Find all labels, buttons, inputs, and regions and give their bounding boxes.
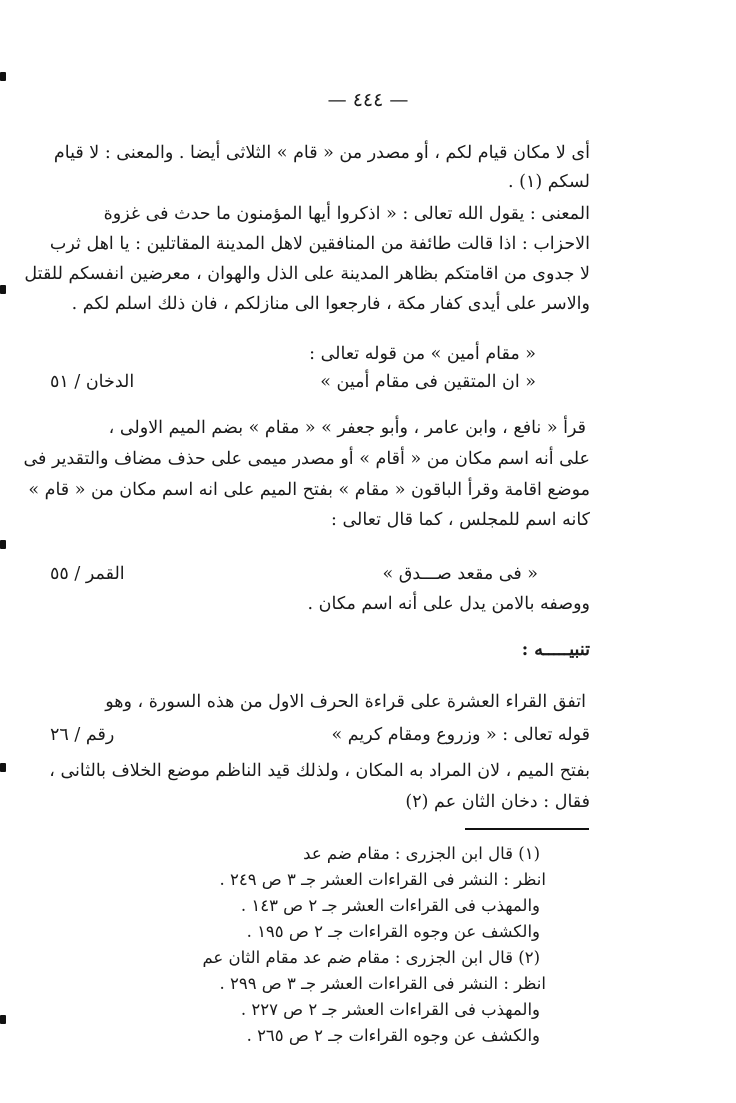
- footnote-line: انظر : النشر فى القراءات العشر جـ ٣ ص ٢٩٩ .: [219, 974, 546, 993]
- binding-mark: [0, 72, 6, 81]
- paragraph-line: لا جدوى من اقامتكم بظاهر المدينة على الذل والهوان ، معرضين انفسكم للقتل: [24, 264, 590, 284]
- section-heading: تنبيـــــه :: [521, 640, 590, 660]
- paragraph-line: والاسر على أيدى كفار مكة ، فارجعوا الى منازلكم ، فان ذلك اسلم لكم .: [71, 294, 590, 314]
- paragraph-line: أى لا مكان قيام لكم ، أو مصدر من « قام » الثلاثى أيضا . والمعنى : لا قيام: [53, 143, 590, 163]
- paragraph-line: على أنه اسم مكان من « أقام » أو مصدر ميمى على حذف مضاف والتقدير فى: [23, 449, 590, 469]
- binding-mark: [0, 1015, 6, 1024]
- footnote-line: (١) قال ابن الجزرى : مقام ضم عد: [303, 844, 540, 863]
- binding-mark: [0, 540, 6, 549]
- paragraph-line: الاحزاب : اذا قالت طائفة من المنافقين لاهل المدينة المقاتلين : يا اهل ثرب: [49, 234, 590, 254]
- binding-mark: [0, 285, 6, 294]
- binding-mark: [0, 763, 6, 772]
- quote-line: « ان المتقين فى مقام أمين »: [320, 372, 536, 392]
- footnote-line: والكشف عن وجوه القراءات جـ ٢ ص ١٩٥ .: [246, 922, 540, 941]
- paragraph-line: بفتح الميم ، لان المراد به المكان ، ولذلك قيد الناظم موضع الخلاف بالثانى ،: [49, 761, 590, 781]
- paragraph-line: لسكم (١) .: [507, 172, 590, 192]
- footnote-separator: [465, 828, 589, 830]
- verse-reference: القمر / ٥٥: [50, 564, 125, 584]
- paragraph-line: فقال : دخان الثان عم (٢): [405, 792, 590, 812]
- quote-line: « فى مقعد صـــدق »: [382, 564, 538, 584]
- footnote-line: والكشف عن وجوه القراءات جـ ٢ ص ٢٦٥ .: [246, 1026, 540, 1045]
- paragraph-line: قرأ « نافع ، وابن عامر ، وأبو جعفر » « مقام » بضم الميم الاولى ،: [108, 418, 586, 438]
- paragraph-line: المعنى : يقول الله تعالى : « اذكروا أيها المؤمنون ما حدث فى غزوة: [103, 204, 590, 224]
- footnote-line: (٢) قال ابن الجزرى : مقام ضم عد مقام الثان عم: [202, 948, 540, 967]
- paragraph-line: ووصفه بالامن يدل على أنه اسم مكان .: [307, 594, 590, 614]
- verse-reference: رقم / ٢٦: [50, 725, 115, 745]
- quote-line: « مقام أمين » من قوله تعالى :: [309, 344, 536, 364]
- footnote-line: والمهذب فى القراءات العشر جـ ٢ ص ٢٢٧ .: [240, 1000, 540, 1019]
- paragraph-line: قوله تعالى : « وزروع ومقام كريم »: [331, 725, 590, 745]
- page-number: — ٤٤٤ —: [327, 89, 409, 111]
- footnote-line: انظر : النشر فى القراءات العشر جـ ٣ ص ٢٤٩ .: [219, 870, 546, 889]
- paragraph-line: موضع اقامة وقرأ الباقون « مقام » بفتح الميم على انه اسم مكان من « قام »: [28, 480, 590, 500]
- paragraph-line: اتفق القراء العشرة على قراءة الحرف الاول من هذه السورة ، وهو: [105, 692, 586, 712]
- paragraph-line: كانه اسم للمجلس ، كما قال تعالى :: [331, 510, 590, 530]
- verse-reference: الدخان / ٥١: [50, 372, 135, 392]
- footnote-line: والمهذب فى القراءات العشر جـ ٢ ص ١٤٣ .: [240, 896, 540, 915]
